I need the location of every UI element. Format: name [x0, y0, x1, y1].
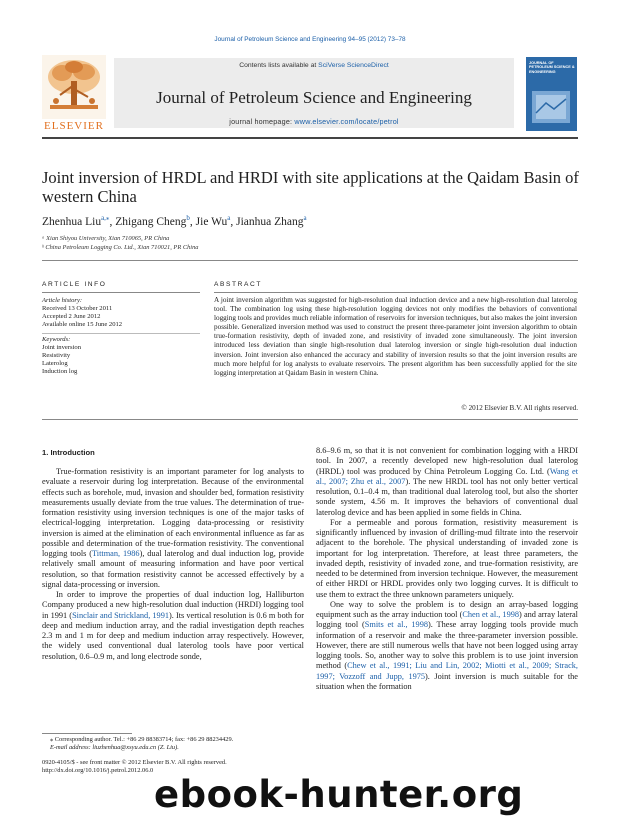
history-online: Available online 15 June 2012 — [42, 321, 123, 329]
contents-line — [114, 62, 514, 69]
paragraph — [316, 600, 578, 692]
running-head: Journal of Petroleum Science and Engineering 94–95 (2012) 73–78 — [214, 36, 406, 43]
paragraph — [316, 446, 578, 518]
author-email: E-mail address: liuzhenhua@xsyu.edu.cn (Z. Liu). — [50, 743, 179, 751]
doi-line[interactable]: http://dx.doi.org/10.1016/j.petrol.2012.06.0 — [42, 766, 154, 774]
body-text: ), dual laterolog and dual induction log, provide relatively small amount of measuring information and have poor vertical resolution, so that formation resistivity cannot be accessed effectively by a signal data-processing or inversion. — [42, 549, 304, 589]
citation-link[interactable]: Chew et al., 1991; Liu and Lin, 2002; Miotti et al., 2009; Strack, 1997; Vozzoff and Jupp, 1975 — [316, 661, 578, 681]
body-text: ). These array logging tools provide much information of a reservoir and make the three-parameter inversion possible. However, there are still numerous wells that have not been logged using array logging tools. So, another way to solve this problem is to use joint inversion method ( — [316, 620, 579, 671]
body-text: ). Joint inversion is much suitable for the situation when the formation — [316, 671, 578, 691]
journal-header-box — [114, 58, 514, 128]
contents-prefix: Contents lists available at — [239, 62, 319, 69]
keywords-label: Keywords: — [42, 336, 71, 343]
journal-homepage — [114, 117, 514, 126]
author-list: Zhenhua Liu$^{a,⁎}$, Zhigang Cheng$^b$, Jie Wu$^a$, Jianhua Zhang$^a$ — [42, 214, 307, 228]
body-text: In order to improve the properties of dual induction log, Halliburton Company produced a new high-resolution dual induction (HRDI) logging tool in 1991 ( — [42, 590, 304, 620]
abstract-heading: ABSTRACT — [214, 281, 262, 288]
paragraph — [316, 518, 578, 600]
history-received: Received 13 October 2011 — [42, 305, 113, 313]
watermark: ebook-hunter.org — [154, 773, 524, 816]
cover-art-icon — [526, 87, 577, 131]
author-2-name: Zhigang Cheng — [115, 215, 187, 228]
affiliation-a: ᵃ Xian Shiyou University, Xian 710065, PR China — [42, 235, 170, 242]
keyword-item: Laterolog — [42, 360, 68, 368]
article-title: Joint inversion of HRDL and HRDI with site applications at the Qaidam Basin of western China — [42, 168, 579, 206]
author-1-sup[interactable]: a,⁎ — [101, 214, 110, 222]
paragraph — [42, 590, 304, 662]
right-column — [316, 446, 578, 692]
body-text: True-formation resistivity is an important parameter for log analysts to evaluate a reservoir during log interpretation. Because of the environmental effects such as borehole, mud, invasion and shoulder bed, formation resistivity measurements usually deviate from the true values. The determination of true-formation resistivity using inversion techniques is one of the major tasks of electrical-logging interpretation. Logging data-processing or resistivity inversion is aimed at the elimination of each environmental influence as far as possible and determination of the true-formation resistivity. The conventional logging tools ( — [42, 467, 304, 558]
abstract-end-rule — [42, 419, 578, 420]
keyword-item: Resistivity — [42, 352, 71, 360]
issn-line: 0920-4105/$ - see front matter © 2012 Elsevier B.V. All rights reserved. — [42, 759, 227, 766]
keyword-item: Joint inversion — [42, 344, 82, 352]
author-1-name: Zhenhua Liu — [42, 215, 102, 228]
body-text: 8.6–9.6 m, so that it is not convenient for combination logging with a HRDI tool. In 2007, a recently developed new high-resolution dual laterolog (HRDL) tool was produced by China Petroleum Logging Co. Ltd. ( — [316, 446, 578, 476]
cover-title: JOURNAL OF PETROLEUM SCIENCE & ENGINEERING — [529, 61, 575, 74]
copyright: © 2012 Elsevier B.V. All rights reserved. — [461, 404, 578, 412]
paragraph — [42, 467, 304, 590]
keyword-item: Induction log — [42, 368, 78, 376]
homepage-url[interactable]: www.elsevier.com/locate/petrol — [294, 117, 399, 126]
journal-cover-thumbnail — [526, 57, 577, 131]
article-history — [42, 297, 192, 329]
history-label: Article history: — [42, 297, 83, 304]
citation-link[interactable]: Chen et al., 1998 — [462, 610, 520, 619]
sciencedirect-link[interactable]: SciVerse ScienceDirect — [318, 62, 389, 69]
journal-title: Journal of Petroleum Science and Engineering — [156, 88, 472, 107]
affiliation-b: ᵇ China Petroleum Logging Co. Ltd., Xian 710021, PR China — [42, 244, 199, 251]
citation-link[interactable]: Smits et al., 1998 — [364, 620, 428, 630]
journal-masthead — [42, 55, 578, 135]
author-2-sup[interactable]: b — [186, 214, 190, 222]
history-rule — [42, 333, 200, 334]
article-info-heading: ARTICLE INFO — [42, 281, 107, 288]
body-text: ). Its vertical resolution is 0.6 m both for deep and medium induction array, and the radial investigation depth reaches 2.3 m and 1 m for deep and medium induction array respectively. However, the widely used conventional dual laterolog tools have poor vertical resolution, 0.6–0.9 m, and long electrode sonde, — [42, 610, 304, 661]
body-text: One way to solve the problem is to design an array-based logging equipment such as the array induction tool ( — [316, 599, 578, 619]
left-column — [42, 467, 304, 662]
citation-link[interactable]: Tittman, 1986 — [92, 549, 140, 558]
elsevier-tree-icon — [42, 55, 106, 119]
article-info-rule — [42, 292, 200, 293]
section-heading: 1. Introduction — [42, 448, 95, 457]
homepage-prefix: journal homepage: — [229, 117, 295, 126]
citation-link[interactable]: Wang et al., 2007; Zhu et al., 2007 — [316, 466, 579, 486]
body-text: ). The new HRDL tool has not only better vertical resolution, 0.1–0.4 m, than traditional dual laterolog tool, but also the shorter sonde system, 4.56 m. It improves the behaviors of conventional dual laterolog device and has been applied in some fields in China. — [316, 476, 578, 517]
abstract-rule — [214, 292, 578, 293]
history-accepted: Accepted 2 June 2012 — [42, 313, 101, 321]
abstract-text: A joint inversion algorithm was suggested for high-resolution dual induction device and a new high-resolution dual laterolog tool. The combination log using these high-resolution logging devices not only modifies the behaviors of conventional logging tools and provides much reliable information of reservoirs for inversion techniques, but also makes the joint inversion possible. Generalized inversion method was used to construct the present three-parameter joint inversion algorithm to obtain true-formation resistivity, depth of invaded zone, and resistivity of invaded zone simultaneously. The joint inversion introduced less deviation than single high-resolution dual laterolog inversion or single high-resolution dual induction inversion. Joint inversion also enhanced the accuracy and stability of inversion results so that the joint inversion results are much more helpful for log analysts to evaluate reservoirs. The present algorithm has been successfully applied for the site logging interpretation at Qaidam Basin in western China. — [214, 296, 577, 377]
citation-link[interactable]: Sinclair and Strickland, 1991 — [72, 610, 169, 620]
footnote — [42, 736, 310, 751]
masthead-rule — [42, 137, 578, 139]
footnote-rule — [42, 733, 132, 734]
author-4-sup[interactable]: a — [303, 214, 307, 222]
body-text: For a permeable and porous formation, resistivity measurement is significantly influenced by invasion of drilling-mud filtrate into the reservoir adjacent to the borehole. The physical understanding of invaded zone is important for log interpretation. Therefore, at least three parameters, the invaded depth, resistivity of invaded zone, and true-formation resistivity, are needed to be determined from inversion technique. However, the measurement of either HRDI or HRDL provides only two logging curves. It is difficult to use them to extract the three unknown parameters uniquely. — [316, 517, 578, 599]
keywords — [42, 336, 192, 376]
front-matter — [42, 759, 302, 774]
affiliation-rule — [42, 260, 578, 261]
publisher-logo-text: ELSEVIER — [44, 120, 104, 132]
author-3-name: Jie Wu — [195, 215, 228, 228]
author-3-sup[interactable]: a — [227, 214, 231, 222]
corresponding-author: ⁎ Corresponding author. Tel.: +86 29 88383714; fax: +86 29 88234429. — [50, 736, 234, 743]
body-text: ) and array lateral logging tool ( — [316, 610, 578, 630]
author-4-name: Jianhua Zhang — [236, 215, 304, 228]
